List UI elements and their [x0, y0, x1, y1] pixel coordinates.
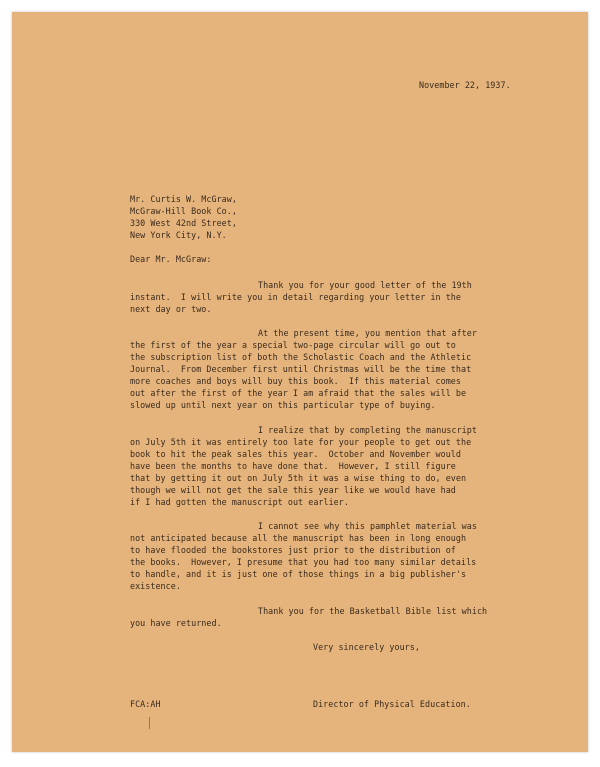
salutation: Dear Mr. McGraw: — [130, 254, 212, 264]
body-line: I realize that by completing the manuscript — [258, 425, 477, 435]
body-line: out after the first of the year I am afraid that the sales will be — [130, 388, 467, 398]
body-line: Thank you for your good letter of the 19th — [258, 280, 472, 290]
body-line: Journal. From December first until Christmas will be the time that — [130, 364, 472, 374]
recipient-line: McGraw-Hill Book Co., — [130, 206, 237, 216]
body-line: next day or two. — [130, 304, 212, 314]
body-line: you have returned. — [130, 618, 222, 628]
body-line: I cannot see why this pamphlet material was — [258, 521, 477, 531]
body-line: if I had gotten the manuscript out earlier. — [130, 497, 349, 507]
body-line: slowed up until next year on this particular type of buying. — [130, 400, 436, 410]
body-line: instant. I will write you in detail regarding your letter in the — [130, 292, 461, 302]
letter-page — [12, 12, 588, 752]
typist-initials: FCA:AH — [130, 699, 161, 709]
body-line: to have flooded the bookstores just prior to the distribution of — [130, 545, 456, 555]
body-line: At the present time, you mention that after — [258, 328, 477, 338]
recipient-line: Mr. Curtis W. McGraw, — [130, 194, 237, 204]
body-line: Thank you for the Basketball Bible list which — [258, 606, 488, 616]
body-line: book to hit the peak sales this year. October and November would — [130, 449, 461, 459]
body-line: on July 5th it was entirely too late for your people to get out the — [130, 437, 472, 447]
recipient-line: New York City, N.Y. — [130, 230, 227, 240]
recipient-line: 330 West 42nd Street, — [130, 218, 237, 228]
body-line: the books. However, I presume that you had too many similar details — [130, 557, 477, 567]
body-line: to handle, and it is just one of those things in a big publisher's — [130, 569, 467, 579]
closing: Very sincerely yours, — [313, 642, 420, 652]
body-line: that by getting it out on July 5th it was a wise thing to do, even — [130, 473, 467, 483]
body-line: though we will not get the sale this year like we would have had — [130, 485, 456, 495]
body-line: the first of the year a special two-page circular will go out to — [130, 340, 456, 350]
letter-date: November 22, 1937. — [419, 80, 511, 90]
body-line: not anticipated because all the manuscript has been in long enough — [130, 533, 467, 543]
signature-title: Director of Physical Education. — [313, 699, 471, 709]
pencil-mark — [149, 717, 150, 729]
body-line: have been the months to have done that. However, I still figure — [130, 461, 456, 471]
body-line: existence. — [130, 581, 181, 591]
body-line: more coaches and boys will buy this book. If this material comes — [130, 376, 461, 386]
body-line: the subscription list of both the Scholastic Coach and the Athletic — [130, 352, 472, 362]
